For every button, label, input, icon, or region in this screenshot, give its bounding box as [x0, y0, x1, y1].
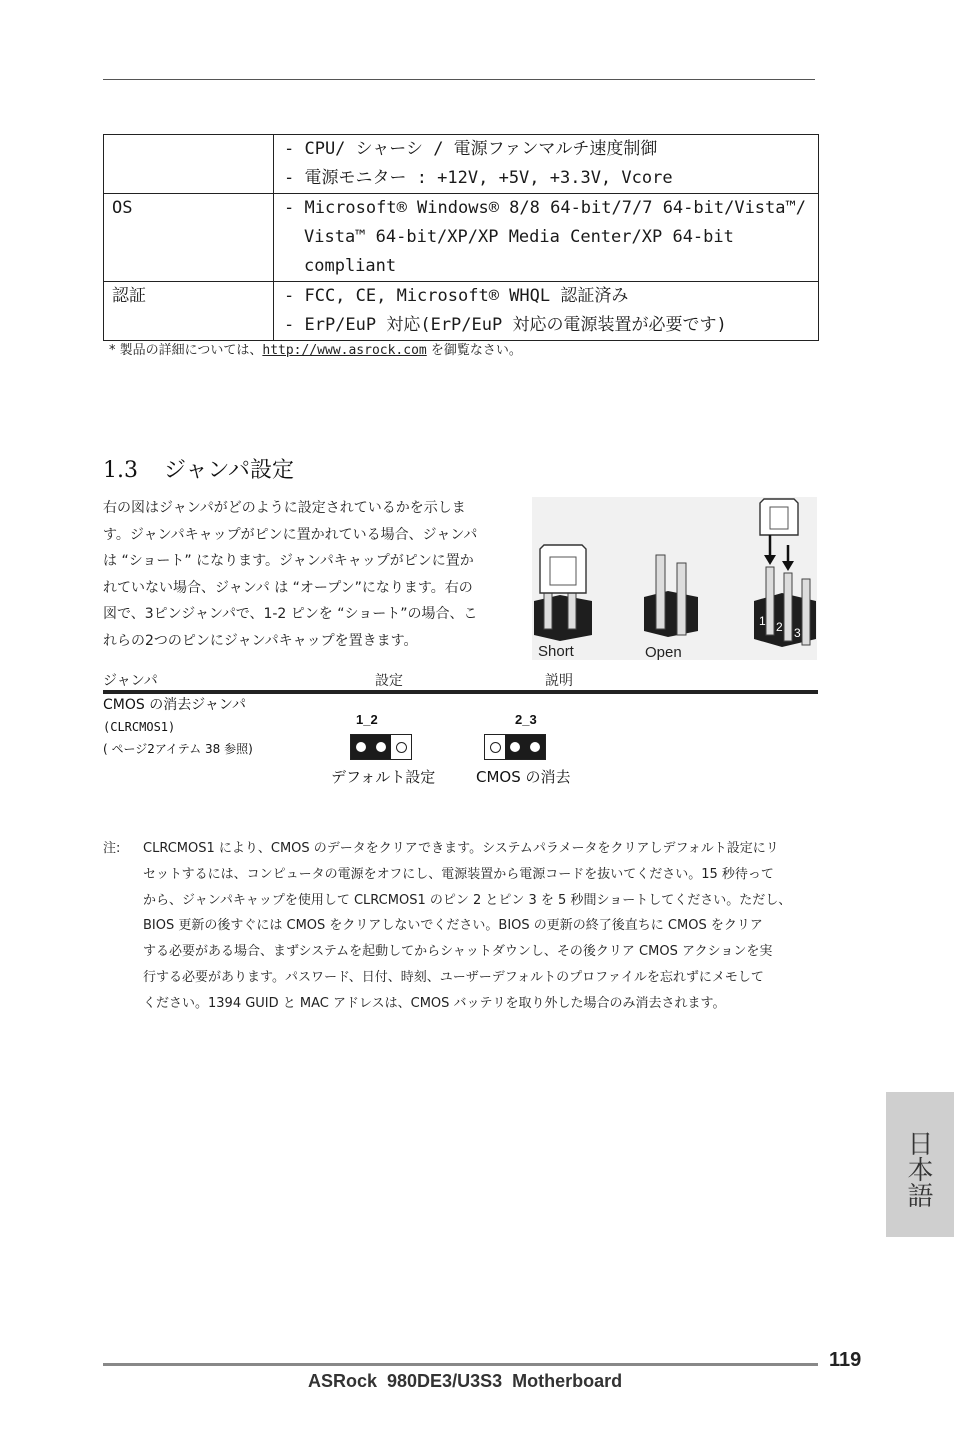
pin-number: 2	[776, 620, 783, 634]
spec-line: - FCC, CE, Microsoft® WHQL 認証済み	[284, 286, 629, 306]
pin-number: 3	[794, 626, 801, 640]
page-number: 119	[829, 1349, 862, 1371]
spec-line: - ErP/EuP 対応(ErP/EuP 対応の電源装置が必要です)	[284, 315, 727, 335]
spec-value-cell	[274, 282, 819, 341]
pin-shorted	[505, 735, 525, 759]
footer-rule	[103, 1363, 818, 1366]
language-tab: 日本語	[886, 1092, 954, 1237]
table-row	[104, 282, 819, 341]
pin-shorted	[371, 735, 391, 759]
setting-b-label: 2_3	[515, 712, 537, 727]
open-label: Open	[645, 644, 682, 660]
col-header-description: 説明	[545, 673, 573, 689]
spec-label-cell	[104, 135, 274, 194]
note-lead: 注:	[103, 841, 121, 856]
pin-number: 1	[759, 614, 766, 628]
spec-line: - CPU/ シャーシ / 電源ファンマルチ速度制御	[284, 139, 658, 159]
jumper-code: (CLRCMOS1)	[103, 720, 176, 734]
clear-cmos-caption: CMOS の消去	[476, 768, 571, 786]
spec-table	[103, 134, 819, 341]
spec-value-cell	[274, 194, 819, 282]
note-paragraph: 注: CLRCMOS1 により、CMOS のデータをクリアできます。システムパラメータをクリアしデフォルト設定にリ セットするには、コンピュータの電源をオフにし、電源装置から電源コードを抜いてください。15 秒待って から、ジャンパキャップを使用して CLRCMOS1 のピン 2 とピン 3 を 5 秒間ショートしてください。ただし、 BIOS 更新の後すぐには CMOS をクリアしないでください。BIOS の更新の終了後直ちに CMOS をクリア する必要がある場合、まずシステムを起動してからシャットダウンし、その後クリア CMOS アクションを実 行する必要があります。パスワード、日付、時刻、ユーザーデフォルトのプロファイルを忘れずにメモして ください。1394 GUID と MAC アドレスは、CMOS バッテリを取り外した場合のみ消去されます。	[103, 836, 821, 1017]
table-row	[104, 194, 819, 282]
pin-shorted	[525, 735, 545, 759]
spec-label-cell: OS	[104, 194, 274, 282]
jumper-name: CMOS の消去ジャンパ	[103, 697, 246, 713]
col-header-setting: 設定	[375, 673, 403, 689]
spec-value-cell	[274, 135, 819, 194]
section-number: 1.3	[103, 458, 138, 483]
section-title	[103, 453, 294, 484]
spec-line: Vista™ 64-bit/XP/XP Media Center/XP 64-bit	[304, 227, 734, 247]
open-jumper-illustration	[644, 555, 698, 637]
table-row	[104, 135, 819, 194]
intro-paragraph: 右の図はジャンパがどのように設定されているかを示しま す。ジャンパキャップがピンに置かれている場合、ジャンパ は “ショート” になります。ジャンパキャップがピンに置か れていない場合、ジャンパ は “オープン”になります。右の 図で、3ピンジャンパで、1-2 ピンを “ショート”の場合、こ れらの2つのピンにジャンパキャップを置きます。	[103, 500, 478, 649]
spec-line: - Microsoft® Windows® 8/8 64-bit/7/7 64-bit/Vista™/	[284, 198, 806, 218]
jumper-figure	[532, 497, 817, 660]
pin-shorted	[351, 735, 371, 759]
top-rule	[103, 79, 815, 80]
spec-label-cell: 認証	[104, 282, 274, 341]
pin-open	[485, 735, 505, 759]
setting-a-label: 1_2	[356, 712, 378, 727]
asrock-link[interactable]: http://www.asrock.com	[262, 343, 427, 358]
footnote: * 製品の詳細については、http://www.asrock.com を御覧なさい。	[109, 343, 522, 358]
pin-diagram-1-2	[350, 734, 412, 760]
footer-title: ASRock 980DE3/U3S3 Motherboard	[308, 1371, 623, 1391]
jumper-reference: ( ページ2アイテム 38 参照)	[103, 742, 253, 756]
col-header-jumper: ジャンパ	[103, 673, 158, 689]
spec-line: - 電源モニター : +12V, +5V, +3.3V, Vcore	[284, 168, 673, 188]
section-heading: ジャンパ設定	[164, 458, 295, 483]
short-label: Short	[538, 643, 574, 660]
pin-open	[391, 735, 411, 759]
pin-diagram-2-3	[484, 734, 546, 760]
short-jumper-illustration	[534, 545, 592, 641]
spec-line: compliant	[304, 256, 397, 276]
default-setting-caption: デフォルト設定	[331, 768, 436, 786]
